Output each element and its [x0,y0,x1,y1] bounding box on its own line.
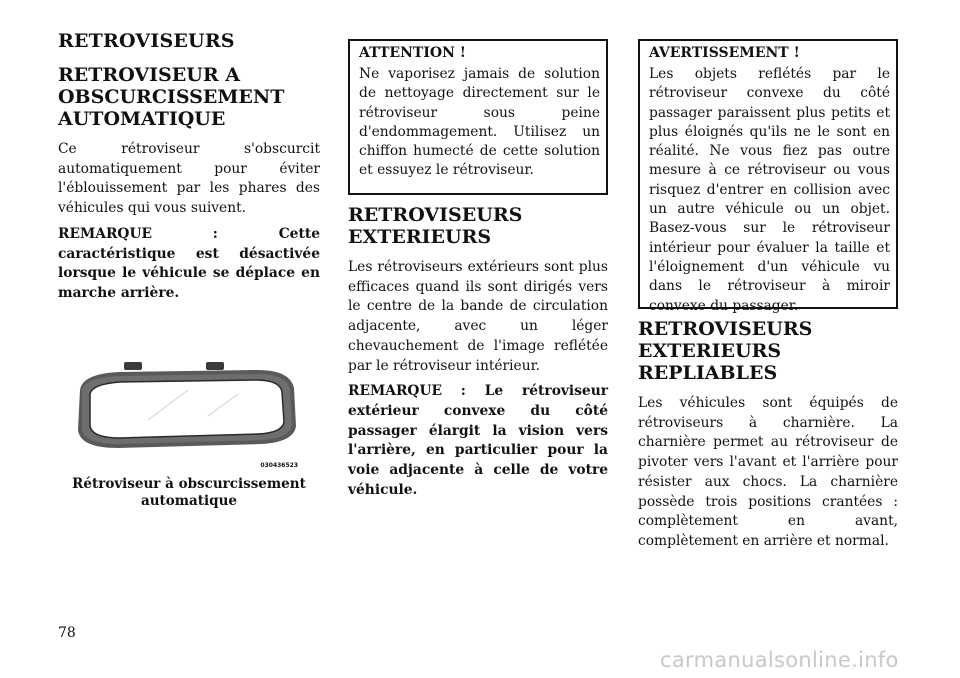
attention-text: Ne vaporisez jamais de solution de nettoyage directement sur le rétroviseur sous peine d'endommagement. Utilisez un chiffon humecté de cette solution et essuyez le rétroviseur. [359,66,600,179]
auto-dimming-note: REMARQUE : Cette caractéristique est désactivée lorsque le véhicule se déplace en marche arrière. [58,225,320,301]
exterior-mirrors-body: Les rétroviseurs extérieurs sont plus efficaces quand ils sont dirigés vers le centre de la bande de circulation adjacente, avec un léger chevauchement de l'image reflétée par le rétroviseur intérieur. [348,259,608,374]
column-middle [348,39,608,500]
section-heading-folding-mirrors [638,318,898,384]
caption-line: automatique [140,492,238,509]
attention-box [348,39,608,195]
heading-line: REPLIABLES [638,362,778,384]
section-heading-exterior-mirrors [348,204,608,248]
rearview-mirror-figure [58,360,320,510]
exterior-mirrors-note: REMARQUE : Le rétroviseur extérieur convexe du côté passager élargit la vision vers l'arrière, en particulier pour la voie adjacente à celle de votre véhicule. [348,383,608,498]
folding-mirrors-body: Les véhicules sont équipés de rétroviseurs à charnière. La charnière permet au rétroviseur de pivoter vers l'avant et l'arrière pour résister aux chocs. La charnière possède trois positions crantées : complètement en avant, complètement en arrière et normal. [638,395,898,549]
watermark: carmanualsonline.info [660,648,899,672]
figure-caption [58,476,320,510]
heading-line: RETROVISEUR A [58,64,240,86]
warning-text: Les objets reflétés par le rétroviseur convexe du côté passager paraissent plus petits et plus éloignés qu'ils ne le sont en réalité. Ne vous fiez pas outre mesure à ce rétroviseur ou vous risquez d'entrer en collision avec un autre véhicule ou un objet. Basez-vous sur le rétroviseur intérieur pour évaluer la taille et l'éloignement d'un véhicule vu dans le rétroviseur à miroir convexe du passager. [649,66,890,314]
figure-code: 030436523 [260,461,298,469]
page-number: 78 [58,625,76,641]
column-left [58,64,320,510]
heading-line: OBSCURCISSEMENT [58,86,285,108]
warning-box [638,39,898,314]
attention-title: ATTENTION ! [359,45,466,61]
heading-line: RETROVISEURS [638,318,813,340]
page-title: RETROVISEURS [58,30,235,52]
caption-line: Rétroviseur à obscurcissement [72,475,306,492]
section-heading-auto-dimming [58,64,320,130]
heading-line: AUTOMATIQUE [58,108,226,130]
heading-line: EXTERIEURS [348,226,492,248]
auto-dimming-body: Ce rétroviseur s'obscurcit automatiquement pour éviter l'éblouissement par les phares des véhicules qui vous suivent. [58,141,320,217]
heading-line: RETROVISEURS [348,204,523,226]
heading-line: EXTERIEURS [638,340,782,362]
column-right [638,39,898,552]
warning-title: AVERTISSEMENT ! [649,45,800,61]
rearview-mirror-illustration [58,360,320,472]
